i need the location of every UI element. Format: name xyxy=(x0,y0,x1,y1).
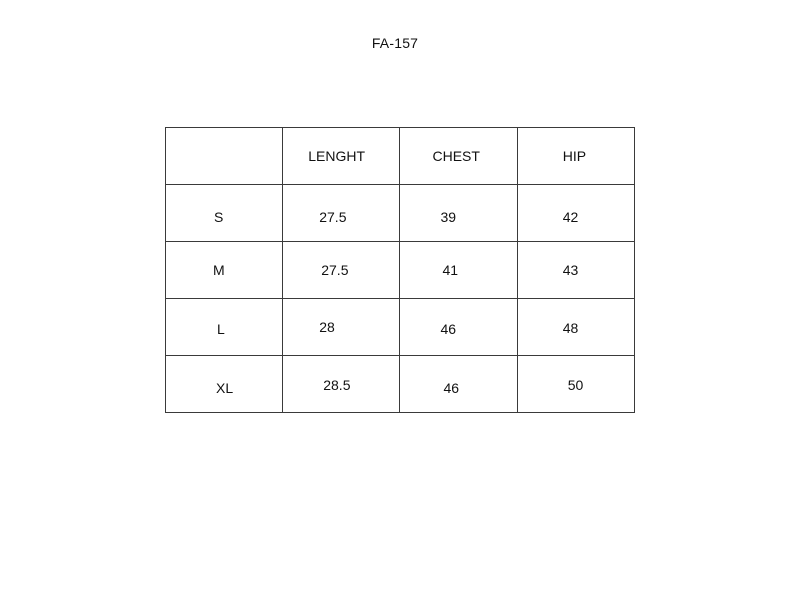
hip-cell xyxy=(517,185,634,242)
chest-value: 39 xyxy=(440,209,457,225)
table-header-row xyxy=(166,128,635,185)
length-value: 28 xyxy=(319,319,335,335)
chest-value: 46 xyxy=(443,380,460,396)
hip-cell xyxy=(517,299,634,356)
size-label: L xyxy=(217,321,225,337)
length-cell xyxy=(283,242,400,299)
length-value: 27.5 xyxy=(321,262,349,278)
size-cell xyxy=(166,356,283,413)
length-cell xyxy=(283,185,400,242)
hip-value: 43 xyxy=(562,262,579,278)
length-cell xyxy=(283,299,400,356)
table-row xyxy=(166,185,635,242)
chest-value: 41 xyxy=(442,262,459,278)
hip-value: 42 xyxy=(562,209,579,225)
hip-cell xyxy=(517,242,634,299)
chest-cell xyxy=(400,299,517,356)
hip-value: 48 xyxy=(562,320,579,336)
chest-cell xyxy=(400,356,517,413)
size-label: S xyxy=(214,209,224,225)
size-cell xyxy=(166,299,283,356)
header-cell-empty xyxy=(166,128,283,185)
length-cell xyxy=(283,356,400,413)
size-label: XL xyxy=(216,380,234,396)
chest-cell xyxy=(400,242,517,299)
chest-cell xyxy=(400,185,517,242)
document-title: FA-157 xyxy=(371,35,419,51)
table-row xyxy=(166,242,635,299)
header-cell-length xyxy=(283,128,400,185)
table-row xyxy=(166,356,635,413)
size-cell xyxy=(166,242,283,299)
length-value: 27.5 xyxy=(319,209,347,225)
length-value: 28.5 xyxy=(323,377,351,393)
hip-value: 50 xyxy=(567,377,584,393)
size-chart-table xyxy=(165,127,635,413)
header-length-label: LENGHT xyxy=(308,148,366,164)
header-hip-label: HIP xyxy=(562,148,587,164)
hip-cell xyxy=(517,356,634,413)
header-cell-hip xyxy=(517,128,634,185)
header-cell-chest xyxy=(400,128,517,185)
chest-value: 46 xyxy=(440,321,457,337)
header-chest-label: CHEST xyxy=(432,148,480,164)
table-row xyxy=(166,299,635,356)
size-cell xyxy=(166,185,283,242)
size-label: M xyxy=(213,262,225,278)
